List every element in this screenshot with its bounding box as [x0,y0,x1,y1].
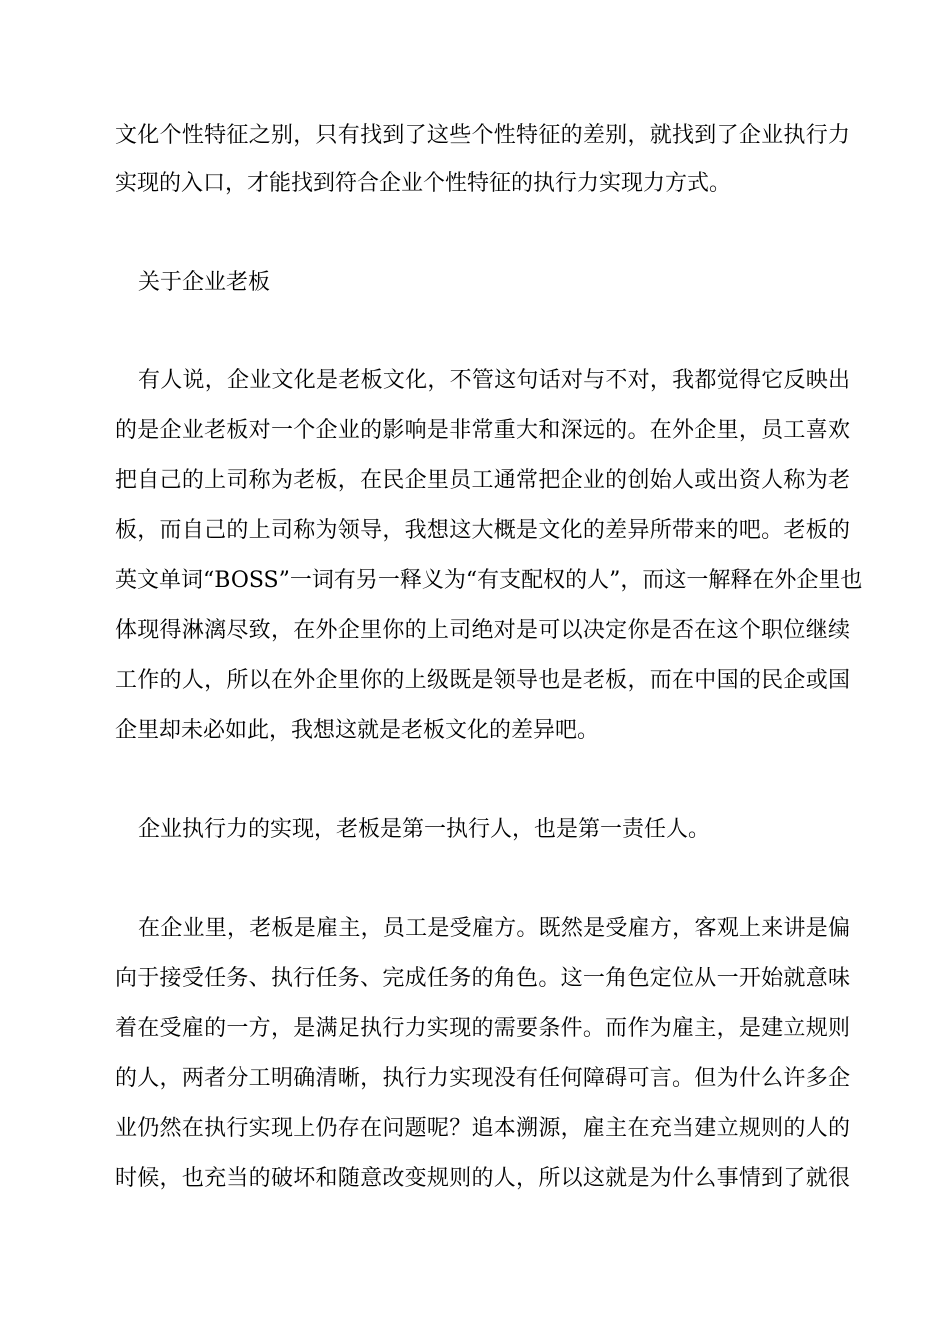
paragraph-line: 的人，两者分工明确清晰，执行力实现没有任何障碍可言。但为什么许多企 [115,1066,850,1091]
paragraph-line: 英文单词“BOSS”一词有另一释义为“有支配权的人”，而这一解释在外企里也 [115,568,863,593]
paragraph-line: 的是企业老板对一个企业的影响是非常重大和深远的。在外企里，员工喜欢 [115,418,850,443]
paragraph-line: 板，而自己的上司称为领导，我想这大概是文化的差异所带来的吧。老板的 [115,518,850,543]
paragraph-line: 实现的入口，才能找到符合企业个性特征的执行力实现力方式。 [115,171,732,196]
paragraph-line: 时候，也充当的破坏和随意改变规则的人，所以这就是为什么事情到了就很 [115,1166,850,1191]
paragraph-line: 有人说，企业文化是老板文化，不管这句话对与不对，我都觉得它反映出 [138,368,850,393]
paragraph-line: 文化个性特征之别，只有找到了这些个性特征的差别，就找到了企业执行力 [115,123,850,148]
paragraph-line: 企业执行力的实现，老板是第一执行人，也是第一责任人。 [138,817,711,842]
section-heading: 关于企业老板 [138,270,271,295]
paragraph-line: 在企业里，老板是雇主，员工是受雇方。既然是受雇方，客观上来讲是偏 [138,916,850,941]
paragraph-line: 着在受雇的一方，是满足执行力实现的需要条件。而作为雇主，是建立规则 [115,1016,850,1041]
paragraph-line: 企里却未必如此，我想这就是老板文化的差异吧。 [115,718,600,743]
paragraph-line: 向于接受任务、执行任务、完成任务的角色。这一角色定位从一开始就意味 [115,966,850,991]
paragraph-line: 把自己的上司称为老板，在民企里员工通常把企业的创始人或出资人称为老 [115,468,850,493]
paragraph-line: 体现得淋漓尽致，在外企里你的上司绝对是可以决定你是否在这个职位继续 [115,618,850,643]
paragraph-line: 业仍然在执行实现上仍存在问题呢？追本溯源，雇主在充当建立规则的人的 [115,1116,850,1141]
paragraph-line: 工作的人，所以在外企里你的上级既是领导也是老板，而在中国的民企或国 [115,668,850,693]
